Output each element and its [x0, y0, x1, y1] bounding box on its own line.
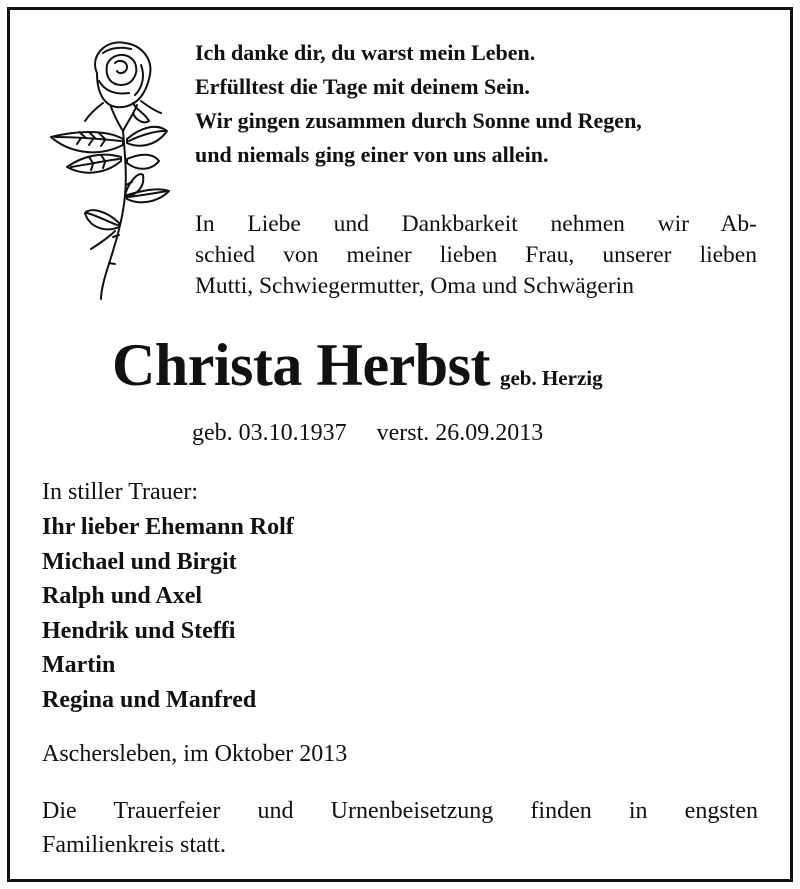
- poem-line: Ich danke dir, du warst mein Leben.: [195, 40, 536, 65]
- intro-line: schied von meiner lieben Frau, unserer lieben: [195, 242, 757, 268]
- ceremony-line: Die Trauerfeier und Urnenbeisetzung finden in engsten: [42, 798, 758, 824]
- intro-line: In Liebe und Dankbarkeit nehmen wir Ab-: [195, 211, 757, 237]
- mourner-name: Martin: [42, 652, 116, 678]
- farewell-intro: [195, 209, 757, 302]
- intro-line: Mutti, Schwiegermutter, Oma und Schwägerin: [195, 273, 634, 299]
- mourner-name: Regina und Manfred: [42, 686, 257, 713]
- mourner-name: Ralph und Axel: [42, 583, 203, 609]
- deceased-name: Christa Herbst: [112, 332, 490, 398]
- mourner-name: Michael und Birgit: [42, 548, 237, 575]
- place-and-date: Aschersleben, im Oktober 2013: [42, 741, 348, 767]
- mourning-label: In stiller Trauer:: [42, 479, 198, 505]
- poem-line: und niemals ging einer von uns allein.: [195, 142, 549, 167]
- poem-line: Erfülltest die Tage mit deinem Sein.: [195, 74, 530, 99]
- mourners-list: [42, 510, 294, 717]
- birth-date: geb. 03.10.1937: [192, 420, 347, 446]
- life-dates: [192, 417, 543, 449]
- ceremony-line: Familienkreis statt.: [42, 832, 226, 858]
- rose-icon: [45, 35, 175, 303]
- death-date: verst. 26.09.2013: [376, 420, 544, 446]
- mourner-name: Ihr lieber Ehemann Rolf: [42, 514, 294, 540]
- poem-line: Wir gingen zusammen durch Sonne und Regen,: [195, 108, 642, 133]
- poem: [195, 36, 765, 172]
- ceremony-notice: [42, 794, 758, 862]
- mourner-name: Hendrik und Steffi: [42, 617, 236, 644]
- deceased-name-line: [112, 330, 603, 400]
- maiden-name: geb. Herzig: [499, 366, 603, 390]
